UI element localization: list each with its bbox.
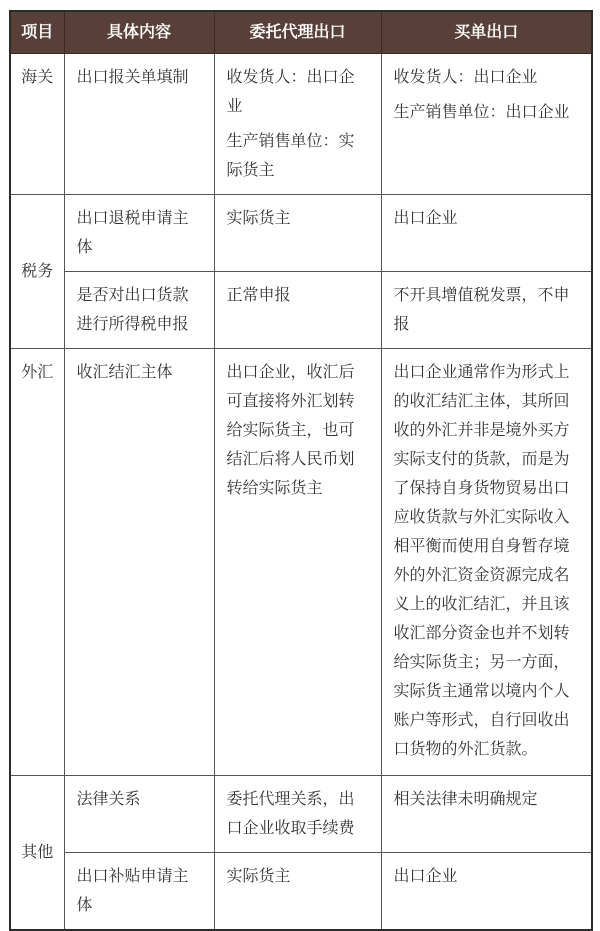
agent-export-cell: 正常申报 bbox=[214, 272, 381, 349]
table-row bbox=[10, 853, 592, 931]
category-cell-other: 其他 bbox=[10, 776, 64, 931]
content-cell: 出口报关单填制 bbox=[64, 54, 214, 195]
col-header-bill-export: 买单出口 bbox=[381, 11, 592, 54]
category-cell-customs: 海关 bbox=[10, 54, 64, 195]
agent-export-cell bbox=[214, 54, 381, 195]
table-row bbox=[10, 195, 592, 272]
cell-paragraph: 收发货人：出口企业 bbox=[226, 69, 355, 115]
col-header-content: 具体内容 bbox=[64, 11, 214, 54]
cell-paragraph: 生产销售单位：出口企业 bbox=[393, 104, 570, 121]
agent-export-cell: 出口企业，收汇后可直接将外汇划转给实际货主，也可结汇后将人民币划转给实际货主 bbox=[214, 349, 381, 776]
cell-paragraph: 生产销售单位：实际货主 bbox=[226, 133, 355, 179]
agent-export-cell: 实际货主 bbox=[214, 853, 381, 931]
content-cell: 法律关系 bbox=[64, 776, 214, 853]
table-row bbox=[10, 272, 592, 349]
export-comparison-table bbox=[9, 10, 593, 931]
bill-export-cell bbox=[381, 54, 592, 195]
header-row bbox=[10, 11, 592, 54]
bill-export-cell: 相关法律未明确规定 bbox=[381, 776, 592, 853]
content-cell: 出口补贴申请主体 bbox=[64, 853, 214, 931]
table-row bbox=[10, 349, 592, 776]
export-comparison-table-container bbox=[9, 10, 591, 931]
table-row bbox=[10, 54, 592, 195]
table-row bbox=[10, 776, 592, 853]
col-header-agent-export: 委托代理出口 bbox=[214, 11, 381, 54]
bill-export-cell: 不开具增值税发票，不申报 bbox=[381, 272, 592, 349]
col-header-item: 项目 bbox=[10, 11, 64, 54]
bill-export-cell: 出口企业通常作为形式上的收汇结汇主体，其所回收的外汇并非是境外买方实际支付的货款，而是为了保持自身货物贸易出口应收货款与外汇实际收入相平衡而使用自身暂存境外的外汇资金资源完成名义上的收汇结汇，并且该收汇部分资金也并不划转给实际货主；另一方面，实际货主通常以境内个人账户等形式，自行回收出口货物的外汇货款。 bbox=[381, 349, 592, 776]
agent-export-cell: 委托代理关系，出口企业收取手续费 bbox=[214, 776, 381, 853]
category-cell-forex: 外汇 bbox=[10, 349, 64, 776]
content-cell: 出口退税申请主体 bbox=[64, 195, 214, 272]
bill-export-cell: 出口企业 bbox=[381, 853, 592, 931]
category-cell-tax: 税务 bbox=[10, 195, 64, 349]
cell-paragraph: 收发货人：出口企业 bbox=[393, 69, 538, 86]
bill-export-cell: 出口企业 bbox=[381, 195, 592, 272]
content-cell: 收汇结汇主体 bbox=[64, 349, 214, 776]
content-cell: 是否对出口货款进行所得税申报 bbox=[64, 272, 214, 349]
agent-export-cell: 实际货主 bbox=[214, 195, 381, 272]
